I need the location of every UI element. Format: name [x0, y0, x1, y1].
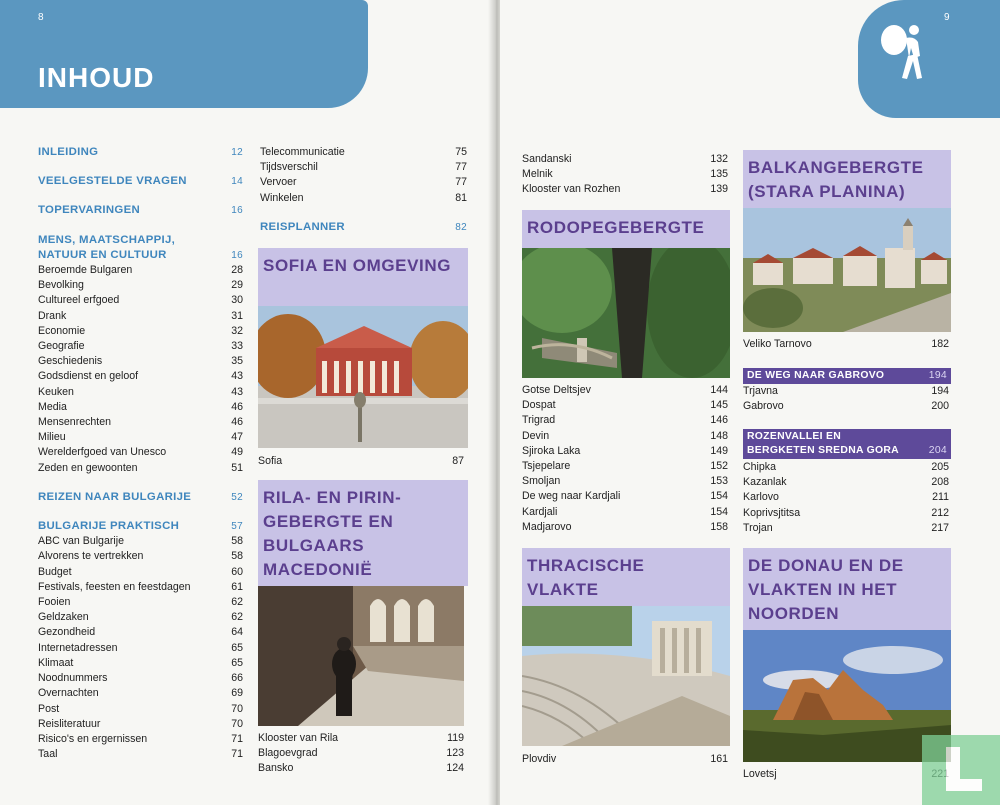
toc-entry-label: Bevolking — [38, 279, 84, 292]
toc-entry — [38, 534, 243, 549]
toc-entry-label: Zeden en gewoonten — [38, 461, 138, 474]
region-title-balkan: BALKANGEBERGTE (STARA PLANINA) — [748, 158, 924, 201]
toc-entry-label: Klooster van Rozhen — [522, 183, 621, 196]
spacer — [38, 505, 243, 519]
toc-entry — [522, 167, 728, 182]
toc-page-number: 49 — [231, 446, 243, 459]
page-number: 9 — [944, 12, 950, 23]
toc-page-number: 77 — [455, 161, 467, 174]
toc-page-number: 200 — [931, 400, 949, 413]
toc-entry-label: Sjiroka Laka — [522, 444, 581, 457]
toc-entry-label: Risico's en ergernissen — [38, 732, 148, 745]
rozenvallei-entries — [743, 460, 949, 536]
toc-entry — [743, 521, 949, 536]
subregion-bar-gabrovo: DE WEG NAAR GABROVO 194 — [743, 368, 951, 384]
region-box-rila — [258, 480, 468, 586]
toc-entry-label: Werelderfgoed van Unesco — [38, 446, 167, 459]
toc-entry-label: Blagoevgrad — [258, 747, 318, 760]
toc-page-number: 123 — [446, 747, 464, 760]
toc-page-number: 139 — [710, 183, 728, 196]
toc-entry-label: Chipka — [743, 461, 776, 473]
toc-entry-label: Trjavna — [743, 385, 778, 397]
toc-section-heading — [38, 248, 243, 263]
thracische-entries — [522, 752, 728, 767]
toc-page-number: 46 — [231, 416, 243, 429]
toc-entry-label: BULGARIJE PRAKTISCH — [38, 520, 180, 533]
toc-entry-label: Festivals, feesten en feestdagen — [38, 580, 191, 593]
toc-entry-label: Karlovo — [743, 491, 779, 504]
toc-section-heading — [38, 490, 243, 505]
toc-page-number: 35 — [231, 355, 243, 368]
toc-entry-label: Noodnummers — [38, 672, 108, 685]
toc-page-number: 144 — [710, 384, 728, 396]
photo-plovdiv-theatre — [522, 606, 730, 746]
page-title: INHOUD — [38, 62, 155, 93]
toc-entry — [522, 505, 728, 520]
toc-entry — [38, 625, 243, 640]
toc-page-number: 154 — [710, 505, 728, 518]
toc-page-number: 47 — [231, 431, 243, 444]
toc-entry — [38, 339, 243, 354]
toc-page-number: 82 — [455, 221, 467, 233]
toc-entry-label: Economie — [38, 324, 86, 337]
gabrovo-entries — [743, 384, 949, 414]
photo-veliko-tarnovo — [743, 208, 951, 332]
toc-entry — [38, 263, 243, 278]
toc-entry — [38, 595, 243, 610]
toc-entry-label: De weg naar Kardjali — [522, 490, 621, 503]
toc-page-number: 69 — [231, 687, 243, 700]
toc-entry-label: Geschiedenis — [38, 355, 103, 368]
toc-page-number: 75 — [455, 146, 467, 158]
toc-page-number: 158 — [710, 520, 728, 533]
toc-page-number: 87 — [452, 455, 464, 467]
toc-entry-label: Bansko — [258, 762, 294, 775]
region-box-thracische — [522, 548, 730, 606]
toc-entry — [260, 145, 467, 160]
toc-entry-label: INLEIDING — [38, 146, 99, 158]
toc-entry-label: Kardjali — [522, 505, 558, 518]
toc-entry — [743, 506, 949, 521]
photo-belogradchik-rocks — [743, 630, 951, 762]
toc-entry-label: Telecommunicatie — [260, 146, 345, 158]
toc-page-number: 211 — [932, 491, 949, 504]
toc-entry-label: Tijdsverschil — [260, 161, 318, 174]
region-box-donau — [743, 548, 951, 630]
toc-page-number: 71 — [231, 732, 243, 745]
toc-entry — [38, 671, 243, 686]
toc-page-number: 58 — [231, 550, 243, 563]
toc-entry — [258, 746, 464, 761]
region-title-rodope: RODOPEGEBERGTE — [527, 218, 705, 237]
toc-entry — [522, 444, 728, 459]
toc-entry — [522, 398, 728, 413]
toc-page-number: 30 — [231, 294, 243, 307]
toc-entry — [258, 761, 464, 776]
toc-entry-label: Keuken — [38, 385, 74, 398]
toc-entry — [743, 490, 949, 505]
toc-column-2 — [260, 145, 467, 235]
toc-entry-label: Overnachten — [38, 687, 99, 700]
toc-section-heading — [38, 233, 243, 248]
toc-entry — [38, 641, 243, 656]
toc-page-number: 60 — [231, 565, 243, 578]
toc-entry — [743, 384, 949, 399]
toc-entry-label: Winkelen — [260, 191, 304, 204]
left-page — [0, 0, 494, 805]
toc-entry — [38, 732, 243, 747]
toc-section-heading — [38, 203, 243, 218]
toc-entry — [743, 767, 949, 782]
region-box-rodope — [522, 210, 730, 248]
toc-entry-label: Beroemde Bulgaren — [38, 264, 133, 277]
toc-entry-label: Smoljan — [522, 475, 561, 488]
toc-entry — [38, 702, 243, 717]
toc-entry — [743, 399, 949, 414]
toc-page-number: 43 — [231, 385, 243, 398]
toc-entry-label: Lovetsj — [743, 768, 777, 780]
toc-entry — [522, 182, 728, 197]
toc-page-number: 70 — [231, 702, 243, 715]
toc-page-number: 132 — [710, 153, 728, 165]
region-box-balkan — [743, 150, 951, 208]
toc-page-number: 65 — [231, 641, 243, 654]
toc-entry — [743, 475, 949, 490]
page-number: 8 — [38, 12, 44, 23]
toc-entry-label: Taal — [38, 748, 58, 761]
toc-entry-label: Milieu — [38, 431, 66, 444]
contents-header-banner — [0, 0, 368, 108]
toc-entry — [38, 445, 243, 460]
toc-entry — [38, 717, 243, 732]
rodope-entries — [522, 383, 728, 535]
toc-page-number: 65 — [231, 656, 243, 669]
toc-entry-label: Alvorens te vertrekken — [38, 550, 144, 563]
toc-entry — [258, 454, 464, 469]
toc-page-number: 16 — [231, 205, 243, 217]
toc-entry — [38, 610, 243, 625]
toc-page-number: 154 — [710, 490, 728, 503]
toc-section-heading — [260, 220, 467, 235]
toc-page-number: 33 — [231, 340, 243, 353]
toc-column-1 — [38, 145, 243, 762]
toc-entry-label: Vervoer — [260, 176, 297, 189]
toc-entry-label: Geldzaken — [38, 611, 89, 624]
toc-page-number: 182 — [931, 338, 949, 350]
region-box-sofia — [258, 248, 468, 306]
toc-entry — [38, 369, 243, 384]
toc-entry-label: Melnik — [522, 168, 553, 181]
hiker-icon — [878, 22, 930, 84]
toc-entry-label: Gezondheid — [38, 626, 96, 639]
toc-entry-label: VEELGESTELDE VRAGEN — [38, 175, 187, 188]
toc-entry-label: MENS, MAATSCHAPPIJ, — [38, 233, 176, 246]
toc-page-number: 81 — [455, 191, 467, 204]
donau-entries — [743, 767, 949, 782]
watermark-logo — [922, 735, 1000, 805]
sandanski-entries — [522, 152, 728, 198]
photo-sofia-theatre — [258, 306, 468, 448]
toc-page-number: 119 — [447, 732, 464, 744]
toc-entry — [38, 461, 243, 476]
toc-entry — [38, 309, 243, 324]
toc-entry-label: Reisliteratuur — [38, 717, 101, 730]
spacer — [38, 219, 243, 233]
toc-entry-label: Internetadressen — [38, 641, 118, 654]
toc-entry-label: Mensenrechten — [38, 416, 112, 429]
toc-entry — [522, 474, 728, 489]
spacer — [38, 189, 243, 203]
toc-entry — [258, 731, 464, 746]
region-title-thracische: THRACISCHE VLAKTE — [527, 556, 645, 599]
toc-page-number: 205 — [931, 461, 949, 473]
toc-section-heading — [38, 174, 243, 189]
toc-entry-label: Devin — [522, 429, 550, 442]
toc-entry — [38, 580, 243, 595]
toc-entry-label: Gotse Deltsjev — [522, 384, 591, 396]
toc-entry — [38, 686, 243, 701]
toc-page-number: 146 — [710, 414, 728, 427]
spacer — [38, 160, 243, 174]
toc-entry — [38, 278, 243, 293]
toc-page-number: 208 — [931, 476, 949, 489]
toc-entry-label: Gabrovo — [743, 400, 784, 413]
toc-page-number: 135 — [710, 168, 728, 181]
spacer — [260, 206, 467, 220]
toc-entry-label: REISPLANNER — [260, 220, 345, 233]
toc-entry — [38, 400, 243, 415]
toc-entry — [38, 565, 243, 580]
toc-entry-label: Trigrad — [522, 414, 556, 427]
toc-page-number: 145 — [710, 399, 728, 412]
toc-page-number: 52 — [231, 491, 243, 503]
right-page — [500, 0, 1000, 805]
toc-entry-label: NATUUR EN CULTUUR — [38, 248, 167, 261]
toc-entry-label: Tsjepelare — [522, 460, 571, 473]
toc-entry-label: REIZEN NAAR BULGARIJE — [38, 490, 192, 503]
toc-entry-label: Sofia — [258, 455, 283, 467]
toc-page-number: 61 — [231, 580, 243, 593]
toc-section-heading — [38, 145, 243, 160]
toc-page-number: 153 — [710, 475, 728, 488]
toc-page-number: 46 — [231, 400, 243, 413]
toc-entry — [38, 549, 243, 564]
toc-entry-label: Plovdiv — [522, 753, 557, 765]
toc-page-number: 57 — [231, 521, 243, 533]
toc-entry — [522, 752, 728, 767]
toc-page-number: 66 — [231, 672, 243, 685]
toc-entry — [522, 429, 728, 444]
toc-entry — [38, 415, 243, 430]
toc-page-number: 62 — [231, 596, 243, 609]
toc-entry — [38, 324, 243, 339]
toc-page-number: 16 — [231, 249, 243, 261]
toc-entry-label: Veliko Tarnovo — [743, 338, 812, 350]
toc-entry — [743, 337, 949, 352]
toc-entry — [522, 383, 728, 398]
toc-entry-label: Drank — [38, 309, 67, 322]
sofia-entries — [258, 454, 464, 469]
toc-page-number: 51 — [231, 461, 243, 474]
toc-entry — [743, 460, 949, 475]
toc-entry-label: Sandanski — [522, 153, 572, 165]
toc-page-number: 64 — [231, 626, 243, 639]
toc-entry — [522, 489, 728, 504]
toc-entry-label: TOPERVARINGEN — [38, 204, 141, 217]
toc-section-heading — [38, 519, 243, 534]
toc-entry-label: Klimaat — [38, 656, 74, 669]
photo-rodope-gorge — [522, 248, 730, 378]
toc-page-number: 58 — [231, 535, 243, 548]
toc-page-number: 161 — [710, 753, 728, 765]
toc-entry-label: Media — [38, 400, 67, 413]
toc-entry-label: Madjarovo — [522, 520, 572, 533]
toc-entry-label: Post — [38, 702, 60, 715]
subregion-bar-rozenvallei: ROZENVALLEI EN BERGKETEN SREDNA GORA 204 — [743, 429, 951, 459]
toc-page-number: 28 — [231, 264, 243, 277]
spacer — [38, 476, 243, 490]
toc-entry-label: Fooien — [38, 596, 71, 609]
toc-page-number: 70 — [231, 717, 243, 730]
toc-page-number: 124 — [446, 762, 464, 775]
toc-page-number: 12 — [231, 147, 243, 158]
toc-page-number: 149 — [710, 444, 728, 457]
toc-entry-label: Geografie — [38, 340, 85, 353]
toc-page-number: 14 — [231, 176, 243, 188]
toc-entry — [38, 747, 243, 762]
balkan-entries — [743, 337, 949, 352]
toc-page-number: 217 — [931, 521, 949, 534]
toc-entry — [522, 459, 728, 474]
toc-entry — [38, 293, 243, 308]
toc-entry — [38, 656, 243, 671]
region-title-donau: DE DONAU EN DE VLAKTEN IN HET NOORDEN — [748, 556, 904, 623]
toc-page-number: 148 — [710, 429, 728, 442]
toc-entry — [38, 430, 243, 445]
toc-entry — [38, 354, 243, 369]
toc-entry-label: Godsdienst en geloof — [38, 370, 139, 383]
toc-entry-label: Dospat — [522, 399, 556, 412]
toc-page-number: 32 — [231, 324, 243, 337]
rila-entries — [258, 731, 464, 777]
toc-entry — [38, 385, 243, 400]
region-title-sofia: SOFIA EN OMGEVING — [263, 256, 452, 275]
toc-entry-label: Budget — [38, 565, 72, 578]
toc-entry-label: Kazanlak — [743, 476, 787, 489]
toc-page-number: 71 — [231, 748, 243, 761]
toc-entry — [522, 413, 728, 428]
toc-page-number: 212 — [931, 506, 949, 519]
toc-entry — [260, 160, 467, 175]
toc-page-number: 43 — [231, 370, 243, 383]
toc-entry — [260, 175, 467, 190]
toc-page-number: 31 — [231, 309, 243, 322]
toc-entry — [260, 191, 467, 206]
toc-page-number: 152 — [710, 460, 728, 473]
toc-entry-label: Koprivsjtitsa — [743, 506, 801, 519]
photo-rila-monastery — [258, 586, 464, 726]
toc-entry-label: Cultureel erfgoed — [38, 294, 120, 307]
toc-entry-label: Klooster van Rila — [258, 732, 339, 744]
region-title-rila: RILA- EN PIRIN-GEBERGTE EN BULGAARS MACEDONIË — [263, 488, 402, 579]
toc-entry — [522, 152, 728, 167]
toc-page-number: 29 — [231, 279, 243, 292]
toc-entry — [522, 520, 728, 535]
toc-entry-label: Trojan — [743, 521, 773, 534]
toc-page-number: 77 — [455, 176, 467, 189]
page-header-tab — [858, 0, 1000, 118]
toc-page-number: 62 — [231, 611, 243, 624]
toc-page-number: 194 — [931, 385, 949, 397]
toc-entry-label: ABC van Bulgarije — [38, 535, 124, 548]
